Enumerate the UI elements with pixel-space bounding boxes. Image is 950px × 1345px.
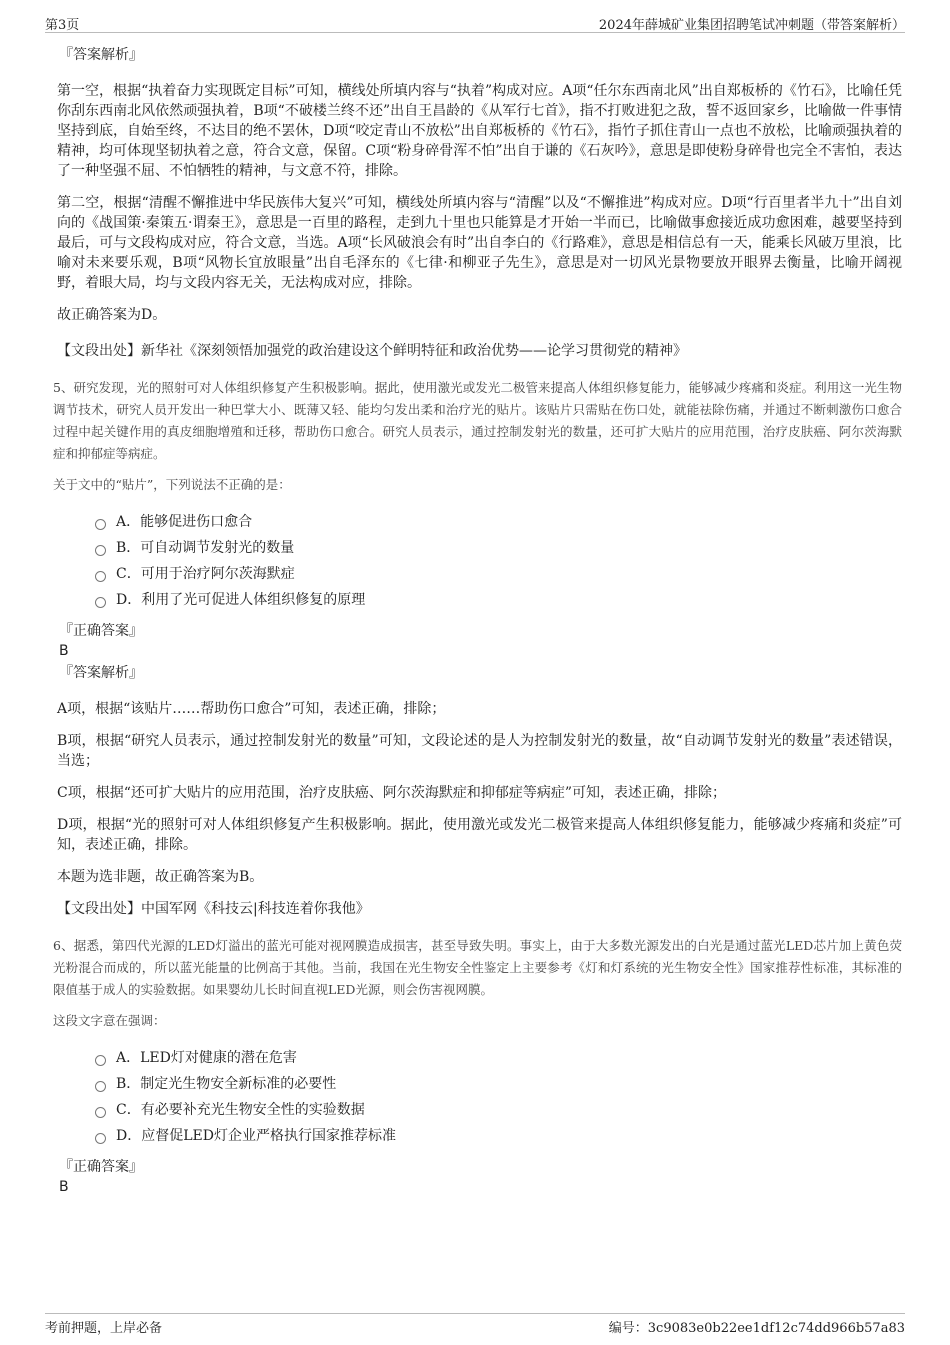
option-a[interactable]: A．LED灯对健康的潜在危害 bbox=[95, 1045, 902, 1071]
radio-button[interactable] bbox=[95, 1055, 106, 1066]
page-footer bbox=[45, 1313, 905, 1336]
option-c[interactable]: C．有必要补充光生物安全性的实验数据 bbox=[95, 1097, 902, 1123]
radio-button[interactable] bbox=[95, 1081, 106, 1092]
correct-answer: B bbox=[59, 1179, 69, 1195]
question-6-options bbox=[95, 1045, 902, 1149]
option-a[interactable]: A．能够促进伤口愈合 bbox=[95, 509, 902, 535]
question-6-prompt: 这段文字意在强调： bbox=[53, 1013, 166, 1028]
source-citation: 【文段出处】中国军网《科技云|科技连着你我他》 bbox=[57, 901, 370, 917]
page-header bbox=[45, 12, 905, 33]
page-number: 第3页 bbox=[45, 18, 80, 33]
analysis-label: 『答案解析』 bbox=[59, 665, 143, 681]
document-title: 2024年薛城矿业集团招聘笔试冲刺题（带答案解析） bbox=[598, 18, 905, 33]
analysis-paragraph: B项，根据“研究人员表示，通过控制发射光的数量”可知，文段论述的是人为控制发射光的数量，故“自动调节发射光的数量”表述错误，当选； bbox=[57, 733, 902, 769]
analysis-label: 『答案解析』 bbox=[59, 47, 143, 63]
document-id: 编号：3c9083e0b22ee1df12c74dd966b57a83 bbox=[608, 1321, 905, 1336]
source-citation: 【文段出处】新华社《深刻领悟加强党的政治建设这个鲜明特征和政治优势——论学习贯彻党的精神》 bbox=[57, 343, 687, 359]
analysis-conclusion: 本题为选非题，故正确答案为B。 bbox=[57, 869, 264, 885]
radio-button[interactable] bbox=[95, 519, 106, 530]
question-6-text: 6、据悉，第四代光源的LED灯溢出的蓝光可能对视网膜造成损害，甚至导致失明。事实上，由于大多数光源发出的白光是通过蓝光LED芯片加上黄色荧光粉混合而成的，所以蓝光能量的比例高于其他。当前，我国在光生物安全性鉴定上主要参考《灯和灯系统的光生物安全性》国家推荐性标准，其标准的限值基于成人的实验数据。如果婴幼儿长时间直视LED光源，则会伤害视网膜。 bbox=[53, 938, 902, 997]
footer-slogan: 考前押题，上岸必备 bbox=[45, 1321, 163, 1336]
answer-label: 『正确答案』 bbox=[59, 1159, 143, 1175]
analysis-paragraph: D项，根据“光的照射可对人体组织修复产生积极影响。据此，使用激光或发光二极管来提高人体组织修复能力，能够减少疼痛和炎症”可知，表述正确，排除。 bbox=[57, 817, 902, 853]
question-5-text: 5、研究发现，光的照射可对人体组织修复产生积极影响。据此，使用激光或发光二极管来提高人体组织修复能力，能够减少疼痛和炎症。利用这一光生物调节技术，研究人员开发出一种巴掌大小、既薄又轻、能均匀发出柔和治疗光的贴片。该贴片只需贴在伤口处，就能祛除伤痛，并通过不断刺激伤口愈合过程中起关键作用的真皮细胞增殖和迁移，帮助伤口愈合。研究人员表示，通过控制发射光的数量，还可扩大贴片的应用范围，治疗皮肤癌、阿尔茨海默症和抑郁症等病症。 bbox=[53, 380, 902, 461]
question-5-options bbox=[95, 509, 902, 613]
radio-button[interactable] bbox=[95, 1133, 106, 1144]
question-5-prompt: 关于文中的“贴片”，下列说法不正确的是： bbox=[53, 477, 291, 492]
answer-label: 『正确答案』 bbox=[59, 623, 143, 639]
analysis-paragraph: A项，根据“该贴片……帮助伤口愈合”可知，表述正确，排除； bbox=[57, 701, 446, 717]
radio-button[interactable] bbox=[95, 571, 106, 582]
analysis-paragraph: 第二空，根据“清醒不懈推进中华民族伟大复兴”可知，横线处所填内容与“清醒”以及“不懈推进”构成对应。D项“行百里者半九十”出自刘向的《战国策·秦策五·谓秦王》，意思是一百里的路程，走到九十里也只能算是才开始一半而已，比喻做事愈接近成功愈困难，越要坚持到最后，可与文段构成对应，符合文意，当选。A项“长风破浪会有时”出自李白的《行路难》，意思是相信总有一天，能乘长风破万里浪，比喻对未来要乐观，B项“风物长宜放眼量”出自毛泽东的《七律·和柳亚子先生》，意思是对一切风光景物要放开眼界去衡量，比喻开阔视野，着眼大局，均与文段内容无关，无法构成对应，排除。 bbox=[57, 195, 902, 291]
analysis-paragraph: C项，根据“还可扩大贴片的应用范围，治疗皮肤癌、阿尔茨海默症和抑郁症等病症”可知，表述正确，排除； bbox=[57, 785, 727, 801]
option-b[interactable]: B．制定光生物安全新标准的必要性 bbox=[95, 1071, 902, 1097]
page-content bbox=[53, 45, 902, 1199]
option-d[interactable]: D．利用了光可促进人体组织修复的原理 bbox=[95, 587, 902, 613]
radio-button[interactable] bbox=[95, 597, 106, 608]
correct-answer: B bbox=[59, 643, 69, 659]
option-c[interactable]: C．可用于治疗阿尔茨海默症 bbox=[95, 561, 902, 587]
option-d[interactable]: D．应督促LED灯企业严格执行国家推荐标准 bbox=[95, 1123, 902, 1149]
option-b[interactable]: B．可自动调节发射光的数量 bbox=[95, 535, 902, 561]
analysis-paragraph: 第一空，根据“执着奋力实现既定目标”可知，横线处所填内容与“执着”构成对应。A项“任尔东西南北风”出自郑板桥的《竹石》，比喻任凭你刮东西南北风依然顽强执着，B项“不破楼兰终不还”出自王昌龄的《从军行七首》，指不打败进犯之敌，誓不返回家乡，比喻做一件事情坚持到底，自始至终，不达目的绝不罢休，D项“咬定青山不放松”出自郑板桥的《竹石》，指竹子抓住青山一点也不放松，比喻顽强执着的精神，均可体现坚韧执着之意，符合文意，保留。C项“粉身碎骨浑不怕”出自于谦的《石灰吟》，意思是即使粉身碎骨也完全不害怕，表达了一种坚强不屈、不怕牺牲的精神，与文意不符，排除。 bbox=[57, 83, 902, 179]
analysis-conclusion: 故正确答案为D。 bbox=[57, 307, 167, 323]
radio-button[interactable] bbox=[95, 545, 106, 556]
radio-button[interactable] bbox=[95, 1107, 106, 1118]
